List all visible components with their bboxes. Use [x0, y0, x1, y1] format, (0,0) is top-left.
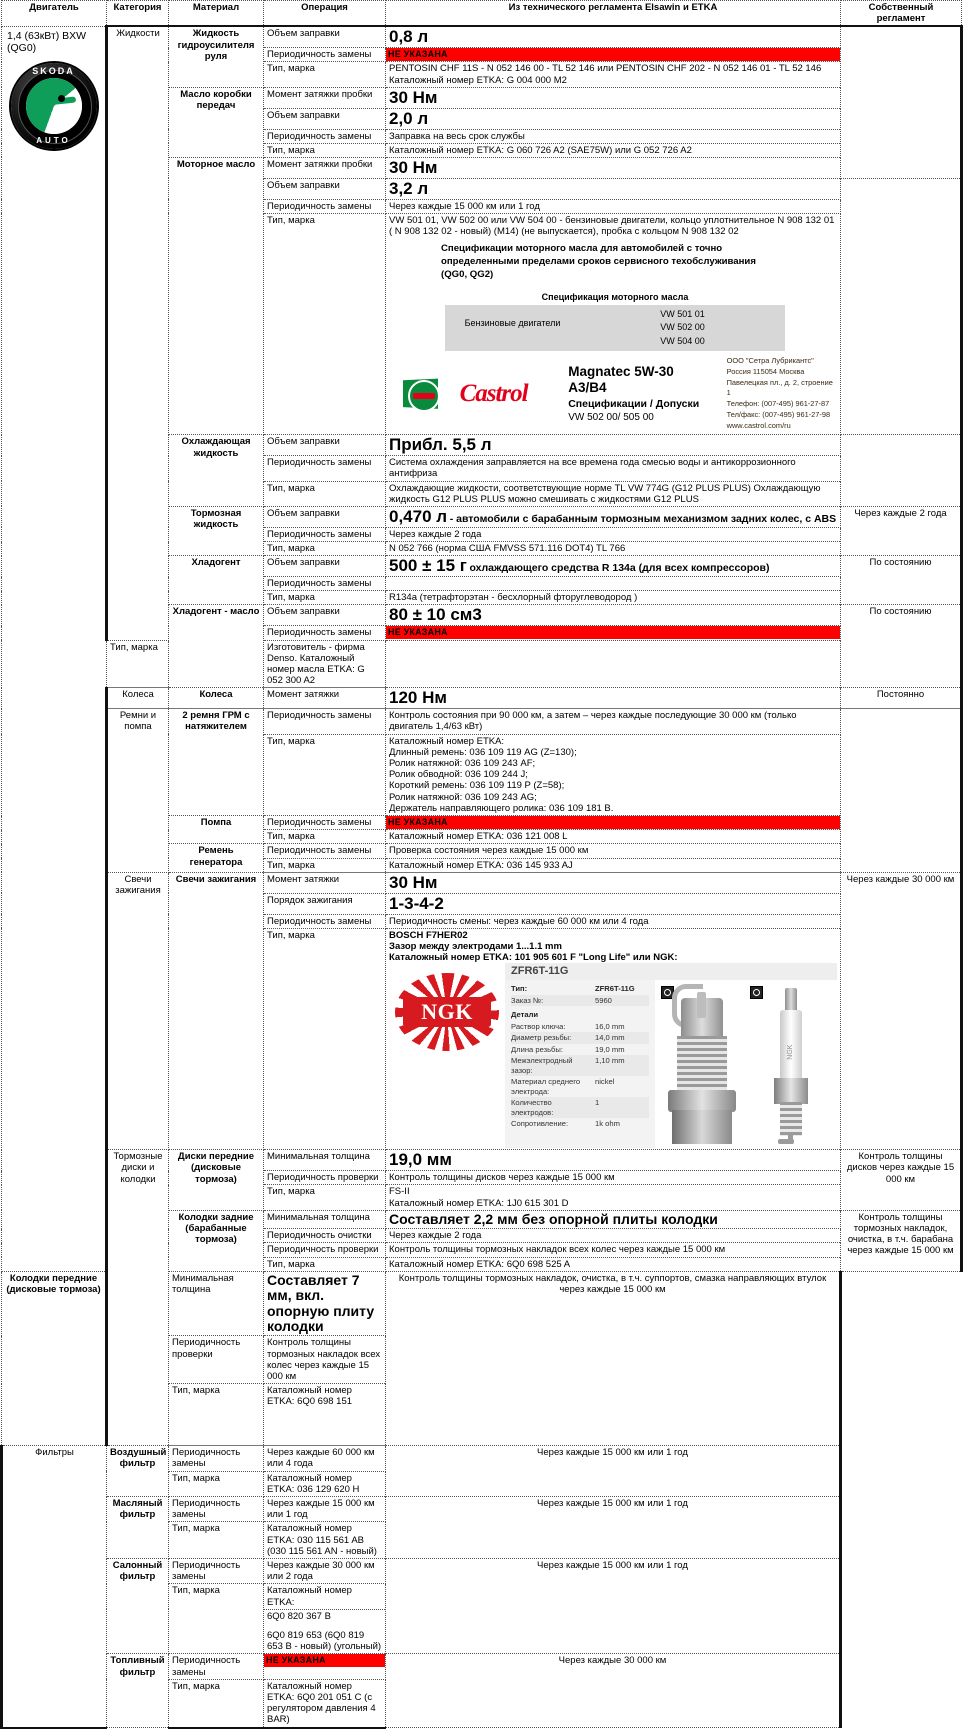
ngk-logo [395, 973, 499, 1051]
op-sp-type: Тип, марка [264, 928, 386, 1150]
ngk-detail-key-6: Сопротивление: [511, 1119, 569, 1129]
op-ref-type: Тип, марка [264, 591, 386, 605]
val-refoil-type: Изготовитель - фирма Denso. Каталожный номер масла ETKA: G 052 300 A2 [264, 640, 386, 688]
castrol-logo [403, 373, 558, 415]
spark-plug-photo-closeup[interactable] [657, 984, 746, 1144]
own-refrigerant: По состоянию [841, 556, 962, 605]
fd-type-line-2: Каталожный номер ETKA: 1J0 615 301 D [389, 1197, 569, 1209]
material-refrigerant: Хладогент [169, 556, 264, 605]
val-rp-min: Составляет 2,2 мм без опорной плиты колодки [386, 1210, 841, 1228]
val-pump-interval [386, 816, 841, 830]
material-air-filter: Воздушный фильтр [107, 1446, 169, 1497]
op-rp-check: Периодичность проверки [264, 1243, 386, 1257]
val-fp-check: Контроль толщины тормозных накладок всех колес через каждые 15 000 км [264, 1336, 386, 1384]
own-brake-fluid: Через каждые 2 года [841, 506, 962, 555]
val-refoil-volume: 80 ± 10 см3 [386, 605, 841, 626]
op-cf-type: Тип, марка [169, 1584, 264, 1654]
oil-spec-value-0: VW 501 01 [660, 308, 705, 319]
val-sp-interval: Периодичность смены: через каждые 60 000 км или 4 года [386, 914, 841, 928]
castrol-addr-1: Россия 115054 Москва [726, 366, 805, 376]
op-cool-volume: Объем заправки [264, 435, 386, 456]
row-of-interval [2, 1496, 962, 1521]
op-eo-type: Тип, марка [264, 213, 386, 434]
op-fp-min: Минимальная толщина [169, 1271, 264, 1336]
val-cf-type-1: Каталожный номер ETKA: [264, 1584, 386, 1609]
material-front-pads: Колодки передние (дисковые тормоза) [2, 1271, 107, 1445]
header-source-regulation: Из технического регламента Elsawin и ETKA [386, 1, 841, 27]
op-belt-type: Тип, марка [264, 734, 386, 815]
ngk-row-val-0: ZFR6T-11G [595, 984, 635, 994]
ref-volume-note: охлаждающего средства R 134a (для всех компрессоров) [469, 562, 770, 575]
op-fd-min: Минимальная толщина [264, 1150, 386, 1171]
val-fd-min: 19,0 мм [386, 1150, 841, 1171]
ngk-spec-panel [505, 963, 837, 1148]
op-eo-torque: Момент затяжки пробки [264, 157, 386, 178]
val-rp-check: Контроль толщины тормозных накладок всех колес через каждые 15 000 км [386, 1243, 841, 1257]
op-eo-volume: Объем заправки [264, 178, 386, 199]
op-cf-interval: Периодичность замены [169, 1558, 264, 1583]
material-refrigerant-oil: Хладогент - масло [169, 605, 264, 688]
material-timing-belts: 2 ремня ГРМ с натяжителем [169, 709, 264, 816]
belt-type-2: Ролик натяжной: 036 109 243 AF; [389, 757, 536, 769]
material-brake-fluid: Тормозная жидкость [169, 506, 264, 555]
category-fluids: Жидкости [107, 26, 169, 640]
val-fd-type [386, 1185, 841, 1210]
val-ps-volume: 0,8 л [386, 26, 841, 47]
status-badge-not-specified: НЕ УКАЗАНА [264, 1654, 385, 1667]
header-material: Материал [169, 1, 264, 27]
val-af-type: Каталожный номер ETKA: 036 129 620 H [264, 1471, 386, 1496]
op-cool-type: Тип, марка [264, 481, 386, 506]
op-ref-interval: Периодичность замены [264, 577, 386, 591]
val-cool-interval: Система охлаждения заправляется на все времена года смесью воды и антикоррозионного антифриза [386, 456, 841, 481]
ngk-detail-val-2: 19,0 mm [595, 1044, 625, 1054]
row-belt-interval [2, 709, 962, 734]
val-rp-clean: Через каждые 2 года [386, 1229, 841, 1243]
spark-plug-photo-full[interactable] [746, 984, 835, 1144]
val-af-interval: Через каждые 60 000 км или 4 года [264, 1446, 386, 1471]
oil-spec-values [580, 308, 785, 349]
op-sp-firing: Порядок зажигания [264, 893, 386, 914]
plug-brand-text: NGK [786, 1044, 794, 1060]
row-ps-volume [2, 26, 962, 47]
belt-type-6: Держатель направляющего ролика: 036 109 181 B. [389, 802, 614, 814]
cf-type-line-3: 6Q0 819 653 (6Q0 819 653 B - новый) (угольный) [267, 1629, 382, 1653]
val-eo-interval: Через каждые 15 000 км или 1 год [386, 199, 841, 213]
op-rp-min: Минимальная толщина [264, 1210, 386, 1228]
val-eo-torque: 30 Нм [386, 157, 841, 178]
op-ref-volume: Объем заправки [264, 556, 386, 577]
ngk-row-val-1: 5960 [595, 995, 612, 1005]
belt-type-3: Ролик обводной: 036 109 244 J; [389, 769, 528, 781]
ngk-detail-val-3: 1,10 mm [595, 1056, 625, 1066]
ngk-detail-val-6: 1k ohm [595, 1119, 620, 1129]
val-gb-interval: Заправка на весь срок службы [386, 129, 841, 143]
ngk-detail-val-1: 14,0 mm [595, 1033, 625, 1043]
status-badge-not-specified: НЕ УКАЗАНА [386, 816, 840, 829]
op-bf-type: Тип, марка [264, 542, 386, 556]
own-oil-filter: Через каждые 15 000 км или 1 год [386, 1496, 841, 1558]
material-spark-plugs: Свечи зажигания [169, 872, 264, 1149]
own-rear-pads: Контроль толщины тормозных накладок, очистка, в т.ч. барабана через каждые 15 000 км [841, 1210, 962, 1271]
op-alt-interval: Периодичность замены [264, 844, 386, 858]
op-belt-interval: Периодичность замены [264, 709, 386, 734]
ngk-details-header: Детали [511, 1010, 539, 1020]
ngk-detail-key-0: Раствор ключа: [511, 1021, 566, 1031]
op-refoil-type: Тип, марка [107, 640, 169, 688]
belt-type-0: Каталожный номер ETKA: [389, 735, 505, 747]
sp-type-line-2: Зазор между электродами 1...1.1 mm [389, 940, 562, 952]
op-ff-type: Тип, марка [169, 1679, 264, 1727]
belt-type-1: Длинный ремень: 036 109 119 AG (Z=130); [389, 746, 577, 758]
own-front-pads: Контроль толщины тормозных накладок, очистка, в т.ч. суппортов, смазка направляющих втулок через каждые 15 000 км [386, 1271, 841, 1445]
val-refoil-interval [386, 626, 841, 640]
skoda-logo-bottom-text: AUTO [36, 136, 71, 146]
val-cf-interval: Через каждые 30 000 км или 2 года [264, 1558, 386, 1583]
val-pump-type: Каталожный номер ETKA: 036 121 008 L [386, 830, 841, 844]
val-eo-type [386, 213, 841, 434]
op-fp-check: Периодичность проверки [169, 1336, 264, 1384]
material-wheels: Колеса [169, 688, 264, 709]
op-refoil-volume: Объем заправки [264, 605, 386, 626]
oil-specification-block [389, 237, 837, 284]
own-spark-plugs: Через каждые 30 000 км [841, 872, 962, 1149]
status-badge-not-specified: НЕ УКАЗАНА [386, 626, 840, 639]
castrol-product-block [568, 364, 712, 424]
val-alt-type: Каталожный номер ETKA: 036 145 933 AJ [386, 858, 841, 872]
ngk-detail-val-4: nickel [595, 1077, 615, 1087]
header-own-regulation: Собственный регламент [841, 1, 962, 27]
own-fuel-filter: Через каждые 30 000 км [386, 1654, 841, 1728]
op-ps-interval: Периодичность замены [264, 48, 386, 62]
op-pump-type: Тип, марка [264, 830, 386, 844]
castrol-address-block [727, 356, 837, 431]
category-spark-plugs: Свечи зажигания [107, 872, 169, 1149]
val-gb-type: Каталожный номер ETKA: G 060 726 A2 (SAE75W) или G 052 726 A2 [386, 143, 841, 157]
row-sp-torque [2, 872, 962, 893]
ngk-detail-key-4: Материал среднего электрода: [511, 1077, 581, 1096]
op-gb-interval: Периодичность замены [264, 129, 386, 143]
val-bf-interval: Через каждые 2 года [386, 527, 841, 541]
material-fuel-filter: Топливный фильтр [107, 1654, 169, 1728]
op-eo-interval: Периодичность замены [264, 199, 386, 213]
own-blank-3 [841, 709, 962, 873]
op-of-interval: Периодичность замены [169, 1496, 264, 1521]
own-cabin-filter: Через каждые 15 000 км или 1 год [386, 1558, 841, 1653]
val-bf-volume [386, 506, 841, 527]
val-alt-interval: Проверка состояния через каждые 15 000 км [386, 844, 841, 858]
material-alternator-belt: Ремень генератора [169, 844, 264, 872]
op-ff-interval: Периодичность замены [169, 1654, 264, 1679]
op-rp-clean: Периодичность очистки [264, 1229, 386, 1243]
castrol-addr-2: Павелецкая пл., д. 2, строение 1 [726, 377, 833, 398]
ref-volume-value: 500 ± 15 г [389, 556, 467, 576]
ngk-detail-val-0: 16,0 mm [595, 1021, 625, 1031]
eo-type-text: VW 501 01, VW 502 00 или VW 504 00 - бензиновые двигатели, кольцо уплотнительное N 908 132 01 ( N 908 132 02 - новый) (M14) (не выпускается), пробка с кольцом N 908 132 02 [389, 214, 835, 238]
ngk-detail-key-5: Количество электродов: [511, 1098, 554, 1117]
cf-type-line-2: 6Q0 820 367 B [267, 1610, 331, 1622]
op-refoil-interval: Периодичность замены [264, 626, 386, 640]
op-wheel-torque: Момент затяжки [264, 688, 386, 709]
material-gearbox-oil: Масло коробки передач [169, 87, 264, 157]
own-refrigerant-oil: По состоянию [841, 605, 962, 688]
op-rp-type: Тип, марка [264, 1257, 386, 1271]
oil-spec-title: Спецификации моторного масла для автомобилей с точно определенными пределами сроков сервисного техобслуживания (QG0, QG2) [441, 243, 756, 281]
fd-type-line-1: FS-II [389, 1186, 410, 1198]
oil-spec-engine-type: Бензиновые двигатели [464, 317, 561, 328]
skoda-logo [11, 63, 97, 149]
val-fp-min: Составляет 7 мм, вкл. опорную плиту колодки [264, 1271, 386, 1336]
own-blank-2 [841, 435, 962, 507]
engine-label: 1,4 (63кВт) BXW (QG0) [7, 29, 87, 55]
op-ps-volume: Объем заправки [264, 26, 386, 47]
castrol-approvals: VW 502 00/ 505 00 [568, 411, 654, 423]
op-sp-torque: Момент затяжки [264, 872, 386, 893]
val-fd-check: Контроль толщины дисков через каждые 15 000 км [386, 1171, 841, 1185]
row-cf-interval [2, 1558, 962, 1583]
val-ps-interval [386, 48, 841, 62]
ngk-detail-key-3: Межэлектродный зазор: [511, 1056, 573, 1075]
op-cool-interval: Периодичность замены [264, 456, 386, 481]
ps-type-line-2: Каталожный номер ETKA: G 004 000 M2 [389, 74, 567, 86]
ngk-product-card [389, 963, 837, 1148]
header-engine: Двигатель [2, 1, 107, 27]
ngk-row-key-1: Заказ №: [511, 995, 544, 1005]
belt-type-4: Короткий ремень: 036 109 119 P (Z=58); [389, 780, 565, 792]
row-af-interval [2, 1446, 962, 1471]
castrol-logo-text: Castrol [459, 379, 528, 407]
status-badge-not-specified: НЕ УКАЗАНА [386, 48, 840, 61]
val-eo-volume: 3,2 л [386, 178, 841, 199]
val-sp-type [386, 928, 841, 1150]
header-operation: Операция [264, 1, 386, 27]
val-sp-torque: 30 Нм [386, 872, 841, 893]
op-fp-type: Тип, марка [169, 1384, 264, 1446]
op-fd-type: Тип, марка [264, 1185, 386, 1210]
material-cabin-filter: Салонный фильтр [107, 1558, 169, 1653]
material-coolant: Охлаждающая жидкость [169, 435, 264, 507]
header-category: Категория [107, 1, 169, 27]
op-gb-type: Тип, марка [264, 143, 386, 157]
op-gb-volume: Объем заправки [264, 108, 386, 129]
bf-volume-value: 0,470 л [389, 506, 448, 526]
val-ref-volume [386, 556, 841, 577]
table-header-row [2, 1, 962, 27]
val-sp-firing: 1-3-4-2 [386, 893, 841, 914]
val-belt-type [386, 734, 841, 815]
skoda-logo-top-text: SKODA [32, 65, 75, 76]
val-wheel-torque: 120 Нм [386, 688, 841, 709]
op-bf-interval: Периодичность замены [264, 527, 386, 541]
val-bf-type: N 052 766 (норма США FMVSS 571.116 DOT4) TL 766 [386, 542, 841, 556]
ps-type-line-1: PENTOSIN CHF 11S - N 052 146 00 - TL 52 146 или PENTOSIN CHF 202 - N 052 146 01 - TL 52 146 [389, 63, 822, 75]
op-alt-type: Тип, марка [264, 858, 386, 872]
row-fd-min [2, 1150, 962, 1171]
row-ff-interval [2, 1654, 962, 1679]
val-of-type: Каталожный номер ETKA: 030 115 561 AB (030 115 561 AN - новый) [264, 1522, 386, 1559]
val-gb-volume: 2,0 л [386, 108, 841, 129]
ngk-logo-text: NGK [421, 999, 473, 1025]
material-oil-filter: Масляный фильтр [107, 1496, 169, 1558]
material-rear-pads: Колодки задние (барабанные тормоза) [169, 1210, 264, 1271]
spark-plug-photos [655, 980, 837, 1148]
category-wheels: Колеса [107, 688, 169, 709]
op-af-interval: Периодичность замены [169, 1446, 264, 1471]
ngk-detail-val-5: 1 [595, 1098, 600, 1108]
own-front-discs: Контроль толщины дисков через каждые 15 000 км [841, 1150, 962, 1210]
ngk-part-number: ZFR6T-11G [505, 963, 837, 980]
val-of-interval: Через каждые 15 000 км или 1 год [264, 1496, 386, 1521]
ngk-detail-key-2: Длина резьбы: [511, 1044, 563, 1054]
op-af-type: Тип, марка [169, 1471, 264, 1496]
category-filters: Фильтры [2, 1446, 107, 1728]
op-fd-check: Периодичность проверки [264, 1171, 386, 1185]
val-ff-interval [264, 1654, 386, 1679]
own-wheels: Постоянно [841, 688, 962, 709]
engine-cell [2, 26, 107, 1271]
op-bf-volume: Объем заправки [264, 506, 386, 527]
val-ref-interval [386, 577, 841, 591]
oil-spec-value-2: VW 504 00 [660, 335, 705, 346]
ngk-detail-key-1: Диаметр резьбы: [511, 1033, 572, 1043]
castrol-website: www.castrol.com/ru [726, 420, 791, 430]
val-belt-interval: Контроль состояния при 90 000 км, а затем – через каждые последующие 30 000 км (только двигатель 1,4/63 кВт) [386, 709, 841, 734]
val-rp-type: Каталожный номер ETKA: 6Q0 698 525 A [386, 1257, 841, 1271]
op-sp-interval: Периодичность замены [264, 914, 386, 928]
castrol-addr-3: Телефон: (007-495) 961-27-87 [726, 399, 830, 409]
castrol-advert [403, 356, 837, 431]
castrol-addr-0: ООО "Сетра Лубрикантс" [726, 356, 814, 366]
material-front-discs: Диски передние (дисковые тормоза) [169, 1150, 264, 1210]
val-fp-type: Каталожный номер ETKA: 6Q0 698 151 [264, 1384, 386, 1446]
oil-spec-table [445, 292, 785, 351]
material-engine-oil: Моторное масло [169, 157, 264, 434]
bf-volume-note: - автомобили с барабанным тормозным механизмом задних колес, с ABS [449, 512, 837, 525]
row-wheels [2, 688, 962, 709]
val-cool-volume: Прибл. 5,5 л [386, 435, 841, 456]
val-gb-torque: 30 Нм [386, 87, 841, 108]
op-ps-type: Тип, марка [264, 62, 386, 87]
oil-spec-value-1: VW 502 00 [660, 322, 705, 333]
ngk-row-key-0: Тип: [511, 984, 528, 994]
val-ps-type [386, 62, 841, 87]
belt-type-5: Ролик натяжной: 036 109 243 AG; [389, 791, 537, 803]
category-brakes: Тормозные диски и колодки [107, 1150, 169, 1446]
material-pump: Помпа [169, 816, 264, 844]
category-belts: Ремни и помпа [107, 709, 169, 873]
val-cool-type: Охлаждающие жидкости, соответствующие норме TL VW 774G (G12 PLUS PLUS) Охлаждающую жидкость G12 PLUS PLUS можно смешивать с жидкостями G12 PLUS [386, 481, 841, 506]
castrol-addr-4: Тел/факс: (007-495) 961-27-98 [726, 409, 831, 419]
sp-type-line-3: Каталожный номер ETKA: 101 905 601 F "Long Life" или NGK: [389, 952, 678, 964]
sp-type-line-1: BOSCH F7HER02 [389, 929, 468, 941]
own-air-filter: Через каждые 15 000 км или 1 год [386, 1446, 841, 1497]
oil-spec-table-header: Спецификация моторного масла [541, 292, 689, 303]
castrol-spec-label: Спецификации / Допуски [568, 397, 700, 410]
castrol-product-name: Magnatec 5W-30 A3/B4 [568, 363, 674, 395]
op-of-type: Тип, марка [169, 1522, 264, 1559]
op-pump-interval: Периодичность замены [264, 816, 386, 830]
ngk-spec-table [505, 980, 655, 1148]
row-refoil-type [2, 640, 962, 688]
val-cf-type-2 [264, 1609, 386, 1654]
own-blank-1 [841, 26, 962, 178]
val-ref-type: R134a (тетрафторэтан - бесхлорный фторуглеводород ) [386, 591, 841, 605]
val-ff-type: Каталожный номер ETKA: 6Q0 201 051 C (с регулятором давления 4 BAR) [264, 1679, 386, 1727]
op-gb-torque: Момент затяжки пробки [264, 87, 386, 108]
magnify-icon[interactable] [750, 986, 763, 999]
material-power-steering: Жидкость гидроусилителя руля [169, 26, 264, 87]
